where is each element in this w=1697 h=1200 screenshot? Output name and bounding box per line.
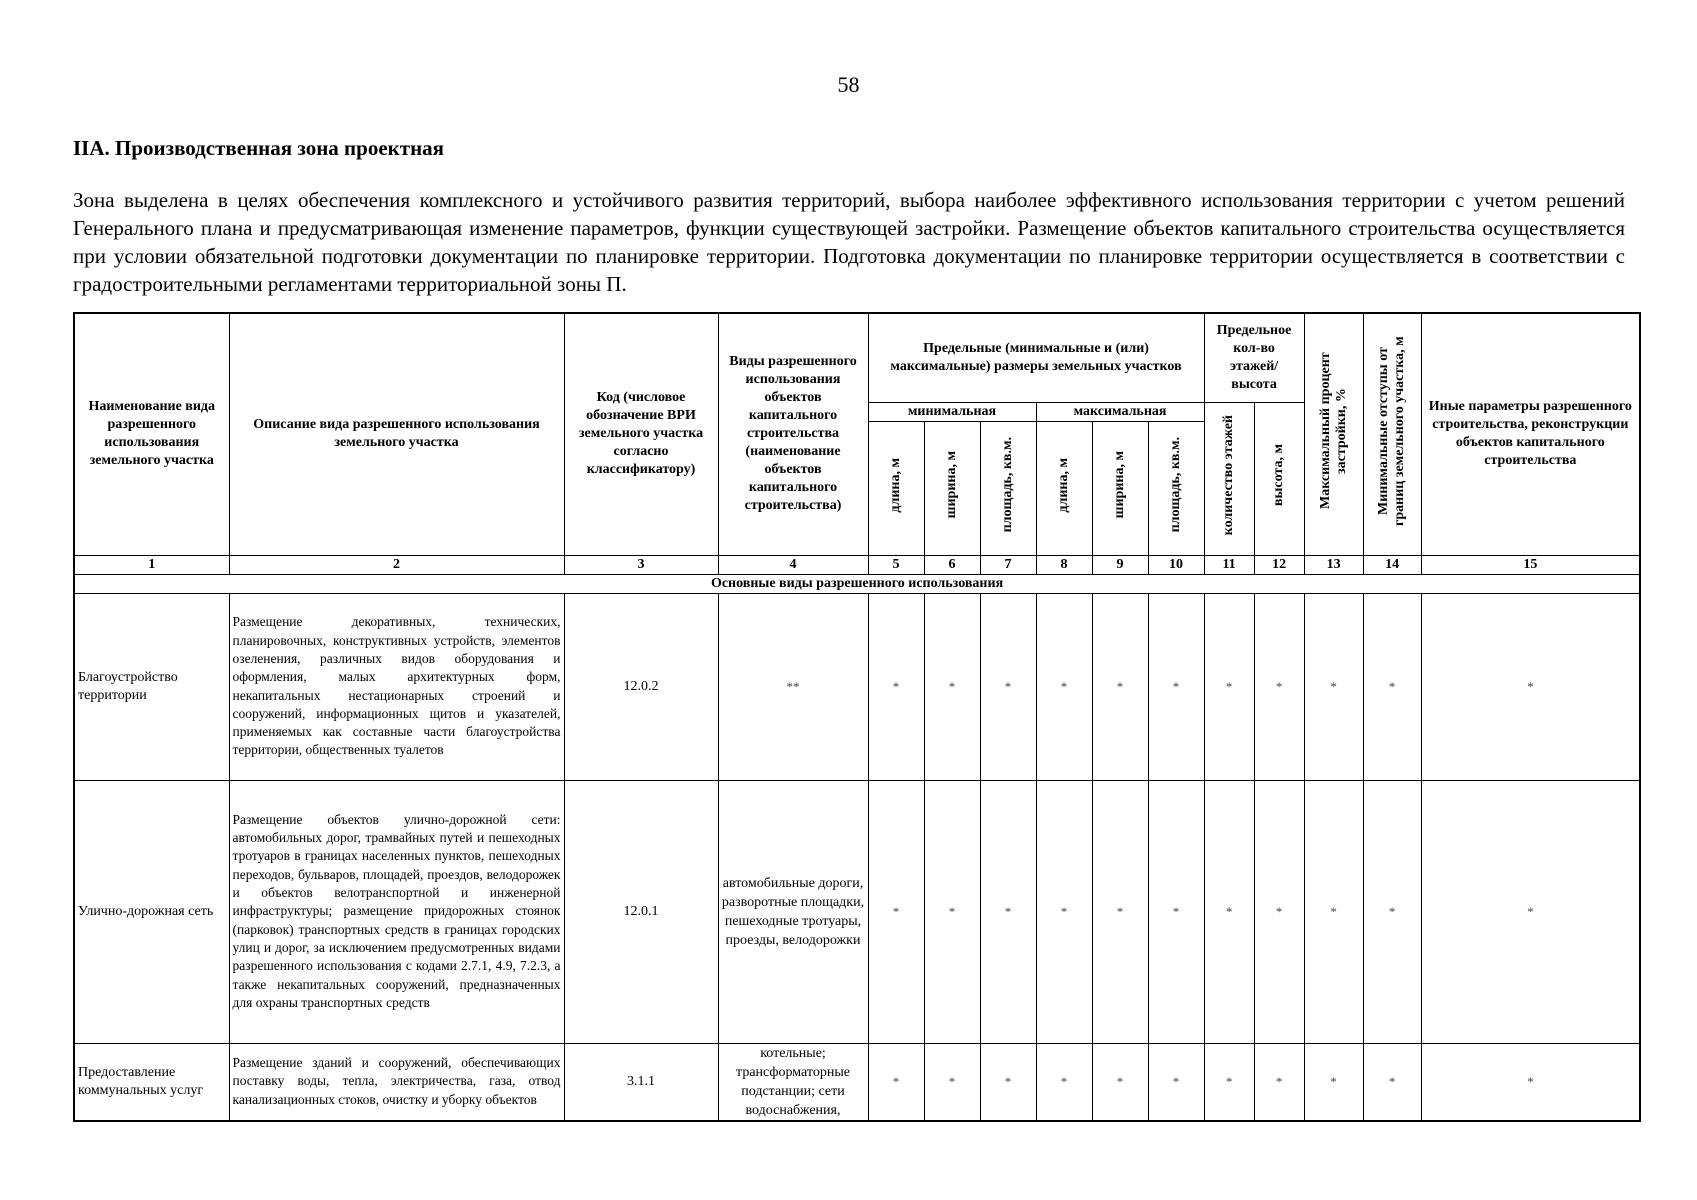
header-max-length: длина, м: [1036, 421, 1092, 555]
col-number: 7: [980, 555, 1036, 574]
row-value: *: [1421, 1043, 1640, 1121]
row-name: Улично-дорожная сеть: [74, 780, 229, 1043]
row-value: *: [1304, 1043, 1363, 1121]
intro-paragraph: Зона выделена в целях обеспечения комплексного и устойчивого развития территорий, выбора наиболее эффективного использования территории с учетом решений Генерального плана и предусматривающая изменение параметров, функции существующей застройки. Размещение объектов капитального строительства осуществляется при условии обязательной подготовки документации по планировке территории. Подготовка документации по планировке территории осуществляется в соответствии с градостроительными регламентами территориальной зоны П.: [73, 188, 1625, 296]
header-floors: количество этажей: [1204, 402, 1254, 555]
row-value: *: [1092, 1043, 1148, 1121]
row-value: *: [868, 1043, 924, 1121]
header-description: Описание вида разрешенного использования земельного участка: [229, 313, 564, 555]
header-max-area: площадь, кв.м.: [1148, 421, 1204, 555]
row-value: *: [1304, 780, 1363, 1043]
column-numbers-row: [74, 555, 1640, 574]
row-value: *: [924, 1043, 980, 1121]
col-number: 2: [229, 555, 564, 574]
row-description: Размещение декоративных, технических, планировочных, конструктивных устройств, элементов озеленения, различных видов оборудования и оформления, малых архитектурных форм, некапитальных нестационарных строений и сооружений, информационных щитов и указателей, применяемых как составные части благоустройства территории, общественных туалетов: [229, 593, 564, 780]
col-number: 12: [1254, 555, 1304, 574]
row-value: *: [1092, 780, 1148, 1043]
header-group-floors: Предельное кол-во этажей/ высота: [1204, 313, 1304, 402]
col-number: 6: [924, 555, 980, 574]
row-description: Размещение объектов улично-дорожной сети: автомобильных дорог, трамвайных путей и пешеходных тротуаров в границах населенных пунктов, пешеходных переходов, бульваров, площадей, проездов, велодорожек и объектов велотранспортной и инженерной инфраструктуры; размещение придорожных стоянок (парковок) транспортных средств в границах городских улиц и дорог, за исключением предусмотренных видами разрешенного использования с кодами 2.7.1, 4.9, 7.2.3, а также некапитальных сооружений, предназначенных для охраны транспортных средств: [229, 780, 564, 1043]
header-group-max: максимальная: [1036, 402, 1204, 421]
row-value: *: [1148, 780, 1204, 1043]
row-code: 3.1.1: [564, 1043, 718, 1121]
row-name: Благоустройство территории: [74, 593, 229, 780]
col-number: 11: [1204, 555, 1254, 574]
row-objects: котельные; трансформаторные подстанции; сети водоснабжения,: [718, 1043, 868, 1121]
row-value: *: [1254, 593, 1304, 780]
row-objects: **: [718, 593, 868, 780]
row-value: *: [1304, 593, 1363, 780]
row-value: *: [980, 780, 1036, 1043]
row-description: Размещение зданий и сооружений, обеспечивающих поставку воды, тепла, электричества, газа, отвод канализационных стоков, очистку и уборку объектов: [229, 1043, 564, 1121]
header-height: высота, м: [1254, 402, 1304, 555]
group-row: [74, 574, 1640, 593]
row-objects: автомобильные дороги, разворотные площадки, пешеходные тротуары, проезды, велодорожки: [718, 780, 868, 1043]
row-value: *: [924, 780, 980, 1043]
page-number: 58: [837, 72, 860, 97]
header-min-area: площадь, кв.м.: [980, 421, 1036, 555]
header-objects: Виды разрешенного использования объектов капитального строительства (наименование объектов капитального строительства): [718, 313, 868, 555]
group-row-label: Основные виды разрешенного использования: [74, 574, 1640, 593]
row-value: *: [1363, 780, 1421, 1043]
col-number: 15: [1421, 555, 1640, 574]
row-value: *: [1036, 780, 1092, 1043]
header-group-min: минимальная: [868, 402, 1036, 421]
row-value: *: [1092, 593, 1148, 780]
col-number: 8: [1036, 555, 1092, 574]
regulations-table: [73, 312, 1641, 1122]
row-value: *: [980, 593, 1036, 780]
row-value: *: [1421, 593, 1640, 780]
row-value: *: [1148, 593, 1204, 780]
header-other-params: Иные параметры разрешенного строительства, реконструкции объектов капитального строительства: [1421, 313, 1640, 555]
row-value: *: [1254, 780, 1304, 1043]
row-value: *: [924, 593, 980, 780]
col-number: 1: [74, 555, 229, 574]
col-number: 14: [1363, 555, 1421, 574]
row-code: 12.0.1: [564, 780, 718, 1043]
row-value: *: [980, 1043, 1036, 1121]
header-min-length: длина, м: [868, 421, 924, 555]
row-value: *: [1036, 1043, 1092, 1121]
row-value: *: [1204, 780, 1254, 1043]
table-row: [74, 780, 1640, 1043]
header-name: Наименование вида разрешенного использования земельного участка: [74, 313, 229, 555]
col-number: 10: [1148, 555, 1204, 574]
header-min-width: ширина, м: [924, 421, 980, 555]
row-value: *: [1363, 593, 1421, 780]
row-code: 12.0.2: [564, 593, 718, 780]
header-max-percent: Максимальный процент застройки, %: [1304, 313, 1363, 555]
row-value: *: [1363, 1043, 1421, 1121]
col-number: 13: [1304, 555, 1363, 574]
header-min-setback: Минимальные отступы от границ земельного участка, м: [1363, 313, 1421, 555]
row-value: *: [1204, 593, 1254, 780]
row-value: *: [1254, 1043, 1304, 1121]
col-number: 3: [564, 555, 718, 574]
table-row: [74, 1043, 1640, 1121]
header-code: Код (числовое обозначение ВРИ земельного участка согласно классификатору): [564, 313, 718, 555]
header-max-width: ширина, м: [1092, 421, 1148, 555]
row-name: Предоставление коммунальных услуг: [74, 1043, 229, 1121]
row-value: *: [1148, 1043, 1204, 1121]
col-number: 9: [1092, 555, 1148, 574]
row-value: *: [868, 780, 924, 1043]
row-value: *: [1204, 1043, 1254, 1121]
col-number: 4: [718, 555, 868, 574]
row-value: *: [1421, 780, 1640, 1043]
col-number: 5: [868, 555, 924, 574]
row-value: *: [868, 593, 924, 780]
row-value: *: [1036, 593, 1092, 780]
table-row: [74, 593, 1640, 780]
section-title: IIА. Производственная зона проектная: [73, 136, 445, 160]
header-group-sizes: Предельные (минимальные и (или) максимальные) размеры земельных участков: [868, 313, 1204, 402]
